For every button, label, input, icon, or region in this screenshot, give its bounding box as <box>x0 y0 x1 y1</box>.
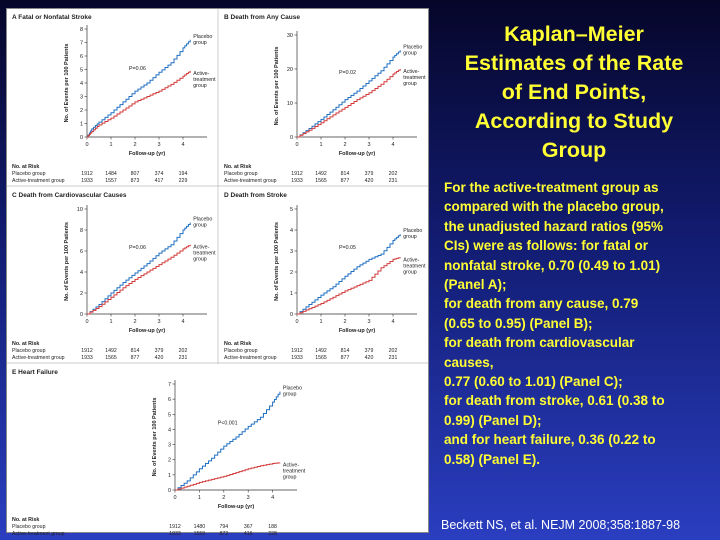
x-tick-label: 2 <box>343 142 347 148</box>
risk-value: 202 <box>388 171 398 177</box>
summary-line: (Panel A); <box>444 277 507 293</box>
y-tick-label: 2 <box>79 291 83 297</box>
x-tick-label: 1 <box>319 142 323 148</box>
risk-row-label: Placebo group <box>12 348 46 354</box>
title-line: Kaplan–Meier <box>504 22 644 46</box>
risk-value: 1933 <box>169 531 181 537</box>
y-tick-label: 8 <box>79 27 83 33</box>
x-tick-label: 4 <box>181 142 185 148</box>
risk-value: 1912 <box>291 171 303 177</box>
panel-title: C Death from Cardiovascular Causes <box>12 192 127 199</box>
risk-value: 1912 <box>81 348 93 354</box>
panel-title: D Death from Stroke <box>224 192 287 199</box>
placebo-series-line <box>87 40 190 137</box>
x-tick-label: 2 <box>343 319 347 325</box>
risk-value: 228 <box>268 531 277 537</box>
hazard-ratio-summary <box>444 178 716 469</box>
x-tick-label: 0 <box>295 142 299 148</box>
risk-row-label: Active-treatment group <box>12 355 65 361</box>
risk-value: 1565 <box>105 355 117 361</box>
risk-value: 814 <box>340 171 350 177</box>
y-tick-label: 4 <box>79 81 83 87</box>
x-tick-label: 1 <box>197 495 201 501</box>
risk-value: 416 <box>243 531 253 537</box>
series-label: group <box>403 50 417 57</box>
x-tick-label: 4 <box>391 142 395 148</box>
summary-line: and for heart failure, 0.36 (0.22 to <box>444 432 656 448</box>
risk-value: 374 <box>154 171 164 177</box>
summary-line: 0.77 (0.60 to 1.01) (Panel C); <box>444 374 623 390</box>
y-axis-label: No. of Events per 100 Patients <box>64 222 70 301</box>
series-label: group <box>403 234 417 241</box>
risk-value: 420 <box>364 355 374 361</box>
y-tick-label: 5 <box>289 207 293 213</box>
y-axis-label: No. of Events per 100 Patients <box>152 397 158 477</box>
risk-value: 202 <box>178 348 188 354</box>
series-label: group <box>282 391 297 398</box>
series-label: treatment <box>403 75 426 81</box>
risk-value: 794 <box>219 524 229 530</box>
y-axis-label: No. of Events per 100 Patients <box>64 43 70 123</box>
risk-table-header: No. at Risk <box>12 517 40 523</box>
risk-value: 1492 <box>315 348 327 354</box>
y-tick-label: 10 <box>286 101 293 107</box>
risk-table-header: No. at Risk <box>224 341 252 347</box>
x-tick-label: 2 <box>133 142 137 148</box>
series-label: Placebo <box>282 385 303 392</box>
series-label: group <box>193 222 207 229</box>
y-tick-label: 0 <box>167 488 171 494</box>
summary-line: causes, <box>444 354 494 370</box>
x-tick-label: 3 <box>246 495 250 501</box>
placebo-series-line <box>297 50 400 137</box>
panel-b <box>224 14 426 184</box>
x-tick-label: 4 <box>181 319 185 325</box>
y-tick-label: 4 <box>167 427 171 434</box>
y-tick-label: 1 <box>289 291 293 297</box>
y-tick-label: 7 <box>167 382 171 388</box>
x-tick-label: 0 <box>173 495 177 501</box>
y-tick-label: 0 <box>79 312 83 318</box>
risk-value: 367 <box>243 524 253 530</box>
series-label: group <box>193 82 207 89</box>
title-line: Group <box>541 138 607 162</box>
risk-value: 1492 <box>105 348 117 354</box>
title-line: According to Study <box>474 109 674 133</box>
y-tick-label: 3 <box>289 249 293 255</box>
series-label: Placebo <box>403 44 423 51</box>
risk-value: 229 <box>178 178 188 184</box>
active-treatment-series-line <box>87 71 190 137</box>
x-tick-label: 3 <box>367 142 371 148</box>
title-line: of End Points, <box>501 80 647 104</box>
x-tick-label: 4 <box>271 495 275 501</box>
y-tick-label: 1 <box>79 121 83 128</box>
y-tick-label: 0 <box>289 312 293 318</box>
series-label: group <box>403 269 417 276</box>
risk-value: 202 <box>388 348 398 354</box>
risk-value: 1559 <box>193 531 206 537</box>
p-value-label: P<0.001 <box>217 420 238 427</box>
risk-value: 1933 <box>291 178 303 184</box>
series-label: Active- <box>403 257 420 264</box>
y-tick-label: 0 <box>79 135 83 141</box>
y-tick-label: 8 <box>79 228 83 234</box>
risk-table-header: No. at Risk <box>224 164 252 170</box>
panel-title: A Fatal or Nonfatal Stroke <box>12 14 92 21</box>
series-label: treatment <box>193 76 216 83</box>
x-tick-label: 2 <box>133 319 137 325</box>
y-tick-label: 1 <box>167 472 171 479</box>
y-tick-label: 4 <box>289 228 293 234</box>
risk-table-header: No. at Risk <box>12 341 40 347</box>
series-label: Active- <box>193 244 210 251</box>
p-value-label: P=0.02 <box>339 69 356 76</box>
series-label: group <box>403 81 417 87</box>
panel-d <box>224 192 426 361</box>
y-tick-label: 4 <box>79 270 83 276</box>
y-tick-label: 7 <box>79 40 83 47</box>
series-label: Placebo <box>403 228 423 235</box>
series-label: group <box>193 256 207 263</box>
summary-line: for death from any cause, 0.79 <box>444 296 639 312</box>
risk-value: 1912 <box>169 524 181 530</box>
risk-row-label: Placebo group <box>224 348 258 354</box>
risk-value: 814 <box>130 348 140 354</box>
risk-row-label: Placebo group <box>224 171 258 177</box>
risk-row-label: Active-treatment group <box>224 178 277 184</box>
risk-value: 231 <box>178 355 188 361</box>
series-label: Placebo <box>193 33 213 40</box>
series-label: treatment <box>403 263 426 270</box>
risk-row-label: Placebo group <box>12 171 46 177</box>
x-axis-label: Follow-up (yr) <box>338 328 376 334</box>
series-label: Placebo <box>193 216 213 223</box>
panel-title: B Death from Any Cause <box>224 14 300 21</box>
y-tick-label: 2 <box>167 457 171 464</box>
x-tick-label: 0 <box>295 319 299 325</box>
x-axis-label: Follow-up (yr) <box>128 151 166 157</box>
x-axis-label: Follow-up (yr) <box>338 151 376 157</box>
y-tick-label: 2 <box>289 270 293 276</box>
y-tick-label: 5 <box>79 67 83 74</box>
x-tick-label: 1 <box>109 142 113 148</box>
risk-value: 379 <box>364 171 374 177</box>
risk-row-label: Active-treatment group <box>224 355 277 361</box>
active-treatment-series-line <box>175 463 280 490</box>
risk-value: 877 <box>340 355 350 361</box>
risk-value: 188 <box>268 524 277 530</box>
summary-line: the unadjusted hazard ratios (95% <box>444 218 664 234</box>
risk-value: 420 <box>154 355 164 361</box>
risk-value: 194 <box>178 171 188 177</box>
series-label: treatment <box>193 250 216 257</box>
panel-a <box>12 14 216 184</box>
y-tick-label: 30 <box>286 33 293 39</box>
risk-value: 1933 <box>291 355 303 361</box>
p-value-label: P=0.06 <box>129 244 146 251</box>
series-label: treatment <box>282 468 306 475</box>
risk-value: 1484 <box>105 171 117 177</box>
risk-value: 417 <box>154 178 164 184</box>
y-axis-label: No. of Events per 100 Patients <box>274 222 280 301</box>
x-tick-label: 3 <box>157 142 161 148</box>
summary-line: nonfatal stroke, 0.70 (0.49 to 1.01) <box>444 257 661 273</box>
panel-c <box>12 192 216 361</box>
p-value-label: P=0.05 <box>339 244 356 251</box>
x-tick-label: 4 <box>391 319 395 325</box>
y-tick-label: 6 <box>79 249 83 255</box>
risk-value: 1933 <box>81 178 93 184</box>
citation: Beckett NS, et al. NEJM 2008;358:1887-98 <box>441 518 681 532</box>
risk-value: 231 <box>388 355 398 361</box>
risk-value: 1565 <box>315 355 327 361</box>
active-treatment-series-line <box>297 257 400 314</box>
risk-value: 1912 <box>291 348 303 354</box>
summary-line: 0.99) (Panel D); <box>444 412 542 428</box>
panel-e <box>12 369 306 537</box>
y-tick-label: 0 <box>289 135 293 141</box>
figure-canvas <box>7 9 428 537</box>
kaplan-meier-figure <box>6 8 429 537</box>
summary-line: 0.58) (Panel E). <box>444 451 541 467</box>
x-axis-label: Follow-up (yr) <box>128 328 166 334</box>
y-tick-label: 6 <box>79 54 83 60</box>
x-tick-label: 3 <box>157 319 161 325</box>
risk-row-label: Active-treatment group <box>12 178 65 184</box>
x-tick-label: 0 <box>85 319 89 325</box>
y-tick-label: 10 <box>76 207 83 213</box>
placebo-series-line <box>87 223 190 314</box>
title-line: Estimates of the Rate <box>464 51 684 75</box>
x-tick-label: 1 <box>109 319 113 325</box>
summary-line: For the active-treatment group as <box>444 180 659 195</box>
series-label: Active- <box>193 70 210 77</box>
risk-value: 877 <box>130 355 140 361</box>
summary-line: CIs) were as follows: for fatal or <box>444 238 649 254</box>
risk-value: 1933 <box>81 355 93 361</box>
summary-line: (0.65 to 0.95) (Panel B); <box>444 315 593 331</box>
risk-value: 231 <box>388 178 398 184</box>
risk-value: 379 <box>364 348 374 354</box>
risk-value: 1480 <box>193 524 206 530</box>
risk-value: 872 <box>219 531 229 537</box>
x-tick-label: 0 <box>85 142 89 148</box>
risk-value: 1557 <box>105 178 117 184</box>
risk-value: 1492 <box>315 171 327 177</box>
y-tick-label: 5 <box>167 412 171 419</box>
p-value-label: P=0.06 <box>129 66 146 73</box>
risk-table-header: No. at Risk <box>12 164 40 170</box>
series-label: Active- <box>403 69 420 75</box>
risk-value: 379 <box>154 348 164 354</box>
risk-row-label: Placebo group <box>12 524 46 530</box>
risk-value: 420 <box>364 178 374 184</box>
y-tick-label: 6 <box>167 397 171 404</box>
series-label: group <box>193 39 207 46</box>
y-tick-label: 3 <box>79 94 83 101</box>
slide-title <box>438 20 710 165</box>
panel-title: E Heart Failure <box>12 369 58 376</box>
risk-row-label: Active-treatment group <box>12 531 65 537</box>
risk-value: 873 <box>130 178 140 184</box>
risk-value: 1565 <box>315 178 327 184</box>
x-tick-label: 2 <box>222 495 226 501</box>
y-tick-label: 2 <box>79 108 83 114</box>
x-tick-label: 1 <box>319 319 323 325</box>
summary-line: compared with the placebo group, <box>444 199 664 215</box>
summary-line: for death from cardiovascular <box>444 335 635 351</box>
x-axis-label: Follow-up (yr) <box>217 504 255 510</box>
summary-line: for death from stroke, 0.61 (0.38 to <box>444 393 665 409</box>
series-label: Active- <box>282 462 300 469</box>
x-tick-label: 3 <box>367 319 371 325</box>
y-tick-label: 3 <box>167 442 171 449</box>
risk-value: 807 <box>130 171 140 177</box>
y-axis-label: No. of Events per 100 Patients <box>274 46 280 126</box>
series-label: group <box>282 474 297 481</box>
risk-value: 1912 <box>81 171 93 177</box>
risk-value: 877 <box>340 178 350 184</box>
risk-value: 814 <box>340 348 350 354</box>
y-tick-label: 20 <box>286 67 293 73</box>
